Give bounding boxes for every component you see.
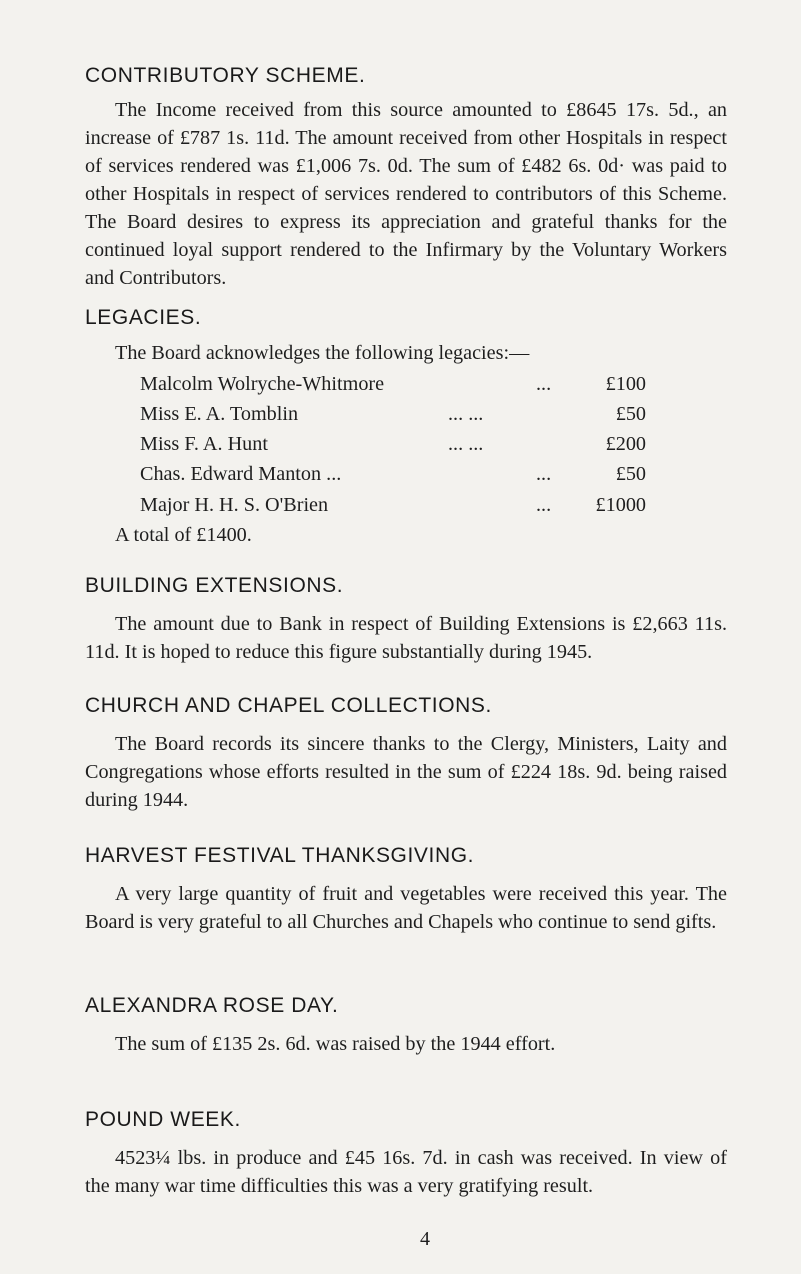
pound-week-paragraph xyxy=(85,1144,727,1200)
building-extensions-heading: BUILDING EXTENSIONS. xyxy=(85,574,344,597)
church-chapel-heading: CHURCH AND CHAPEL COLLECTIONS. xyxy=(85,694,492,717)
alexandra-rose-day-text: The sum of £135 2s. 6d. was raised by the 1944 effort. xyxy=(115,1033,556,1055)
contributory-scheme-text: The Income received from this source amounted to £8645 17s. 5d., an increase of £787 1s. 11d. The amount received from other Hospitals in respect of services rendered was £1,006 7s. 0d. The sum of £482 6s. 0d· was paid to other Hospitals in respect of services rendered to contributors of this Scheme. The Board desires to express its appreciation and grateful thanks for the continued loyal support rendered to the Infirmary by the Voluntary Workers and Contributors. xyxy=(85,99,727,289)
legacy-dots: ... ... xyxy=(448,433,484,455)
legacy-name: Miss F. A. Hunt xyxy=(140,433,268,455)
contributory-scheme-paragraph xyxy=(85,96,727,292)
building-extensions-text: The amount due to Bank in respect of Building Extensions is £2,663 11s. 11d. It is hoped to reduce this figure substantially during 1945. xyxy=(85,613,727,663)
legacy-amount: £50 xyxy=(615,403,646,425)
legacy-dots: ... xyxy=(536,463,552,485)
legacy-name: Malcolm Wolryche-Whitmore xyxy=(140,373,385,395)
legacies-heading: LEGACIES. xyxy=(85,306,202,329)
legacies-total: A total of £1400. xyxy=(115,524,252,546)
legacies-intro: The Board acknowledges the following legacies:— xyxy=(115,342,530,364)
legacy-name: Miss E. A. Tomblin xyxy=(140,403,299,425)
harvest-festival-paragraph xyxy=(85,880,727,936)
pound-week-text: 4523¼ lbs. in produce and £45 16s. 7d. in cash was received. In view of the many war time difficulties this was a very gratifying result. xyxy=(85,1147,727,1197)
legacy-name: Major H. H. S. O'Brien xyxy=(140,494,329,516)
pound-week-heading: POUND WEEK. xyxy=(85,1108,241,1131)
alexandra-rose-day-heading: ALEXANDRA ROSE DAY. xyxy=(85,994,339,1017)
legacy-dots: ... xyxy=(536,373,552,395)
church-chapel-paragraph xyxy=(85,730,727,814)
legacy-amount: £50 xyxy=(615,463,646,485)
legacy-amount: £1000 xyxy=(595,494,646,516)
legacy-amount: £100 xyxy=(605,373,646,395)
legacy-amount: £200 xyxy=(605,433,646,455)
building-extensions-paragraph xyxy=(85,610,727,666)
church-chapel-text: The Board records its sincere thanks to the Clergy, Ministers, Laity and Congregations whose efforts resulted in the sum of £224 18s. 9d. being raised during 1944. xyxy=(85,733,727,811)
legacy-dots: ... xyxy=(536,494,552,516)
harvest-festival-heading: HARVEST FESTIVAL THANKSGIVING. xyxy=(85,844,475,867)
page-number: 4 xyxy=(420,1228,430,1250)
alexandra-rose-day-paragraph xyxy=(85,1030,727,1058)
contributory-scheme-heading: CONTRIBUTORY SCHEME. xyxy=(85,64,366,87)
harvest-festival-text: A very large quantity of fruit and vegetables were received this year. The Board is very grateful to all Churches and Chapels who continue to send gifts. xyxy=(85,883,727,933)
legacy-dots: ... ... xyxy=(448,403,484,425)
legacy-name: Chas. Edward Manton ... xyxy=(140,463,342,485)
